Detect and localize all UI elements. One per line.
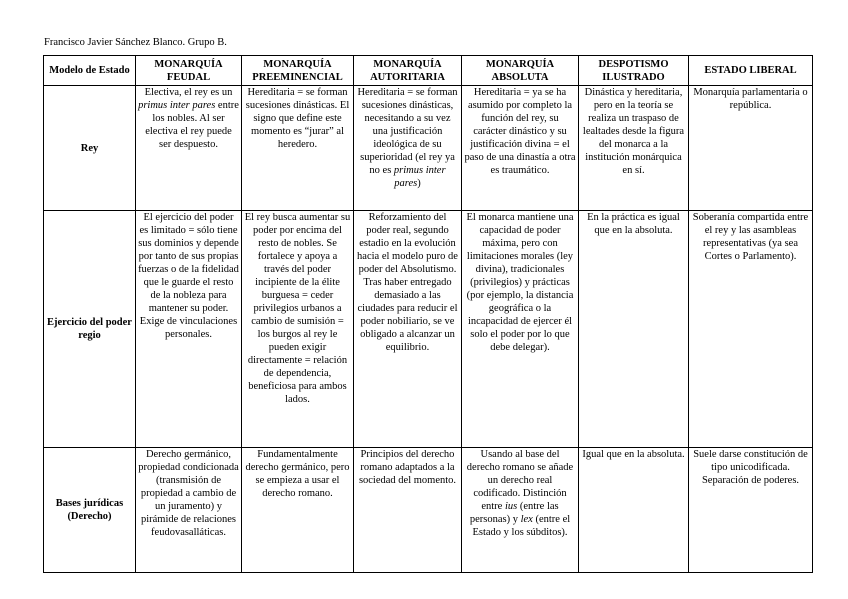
row-label: Rey [44, 86, 136, 211]
table-cell: El monarca mantiene una capacidad de poder máxima, pero con limitaciones morales (ley divina), tradicionales (privilegios) y prácticas (por ejemplo, la distancia geográfica o la incapacidad de ejercer él solo el poder por lo que debe delegar). [462, 211, 579, 448]
header-absoluta: MONARQUÍA ABSOLUTA [462, 56, 579, 86]
table-cell: Electiva, el rey es un primus inter pares entre los nobles. Al ser electiva el rey puede ser despuesto. [136, 86, 242, 211]
table-cell: Principios del derecho romano adaptados a la sociedad del momento. [354, 448, 462, 573]
header-autoritaria: MONARQUÍA AUTORITARIA [354, 56, 462, 86]
table-cell: Soberanía compartida entre el rey y las asambleas representativas (ya sea Cortes o Parlamento). [689, 211, 813, 448]
table-cell: Suele darse constitución de tipo unicodificada. Separación de poderes. [689, 448, 813, 573]
italic-term: lex [520, 514, 533, 525]
row-label: Bases jurídicas (Derecho) [44, 448, 136, 573]
table-cell: Hereditaria = se forman sucesiones dinásticas, necesitando a su vez una justificación ideológica de su superioridad (el rey ya no es primus inter pares) [354, 86, 462, 211]
table-cell: Monarquía parlamentaria o república. [689, 86, 813, 211]
header-liberal: ESTADO LIBERAL [689, 56, 813, 86]
table-cell: Fundamentalmente derecho germánico, pero se empieza a usar el derecho romano. [242, 448, 354, 573]
table-cell: El ejercicio del poder es limitado = sólo tiene sus dominios y depende por tanto de sus propias fuerzas o de la fidelidad que le guarde el resto de la nobleza para mantener su poder. Exige de vinculaciones personales. [136, 211, 242, 448]
italic-term: primus inter pares [138, 100, 216, 111]
table-cell: Derecho germánico, propiedad condicionada (transmisión de propiedad a cambio de un juramento) y pirámide de relaciones feudovasalláticas. [136, 448, 242, 573]
table-row [44, 448, 813, 573]
table-row [44, 211, 813, 448]
table-cell: Dinástica y hereditaria, pero en la teoría se realiza un traspaso de lealtades desde la figura del monarca a la institución monárquica en sí. [579, 86, 689, 211]
header-model: Modelo de Estado [44, 56, 136, 86]
italic-term: primus inter pares [393, 165, 446, 189]
table-cell: En la práctica es igual que en la absoluta. [579, 211, 689, 448]
table-cell: Igual que en la absoluta. [579, 448, 689, 573]
author-line: Francisco Javier Sánchez Blanco. Grupo B. [44, 37, 227, 48]
row-label: Ejercicio del poder regio [44, 211, 136, 448]
table-cell: Hereditaria = se forman sucesiones dinásticas. El signo que define este momento es “jurar” al heredero. [242, 86, 354, 211]
table-cell: El rey busca aumentar su poder por encima del resto de nobles. Se fortalece y apoya a través del poder incipiente de la élite burguesa = ceder privilegios urbanos a cambio de sumisión = los burgos al rey le pueden exigir directamente = relación de dependencia, beneficiosa para ambos lados. [242, 211, 354, 448]
header-row [44, 56, 813, 86]
table-row [44, 86, 813, 211]
table-cell: Hereditaria = ya se ha asumido por completo la función del rey, su carácter dinástico y su justificación divina = el paso de una dinastía a otra es traumático. [462, 86, 579, 211]
table-cell: Usando al base del derecho romano se añade un derecho real codificado. Distinción entre ius (entre las personas) y lex (entre el Estado y los súbditos). [462, 448, 579, 573]
header-feudal: MONARQUÍA FEUDAL [136, 56, 242, 86]
header-preeminencial: MONARQUÍA PREEMINENCIAL [242, 56, 354, 86]
header-despotismo: DESPOTISMO ILUSTRADO [579, 56, 689, 86]
state-models-table [43, 55, 813, 573]
italic-term: ius [504, 501, 518, 512]
table-cell: Reforzamiento del poder real, segundo estadio en la evolución hacia el modelo puro de poder del Absolutismo. Tras haber entregado demasiado a las ciudades para reducir el poder nobiliario, se ve obligado a alcanzar un equilibrio. [354, 211, 462, 448]
